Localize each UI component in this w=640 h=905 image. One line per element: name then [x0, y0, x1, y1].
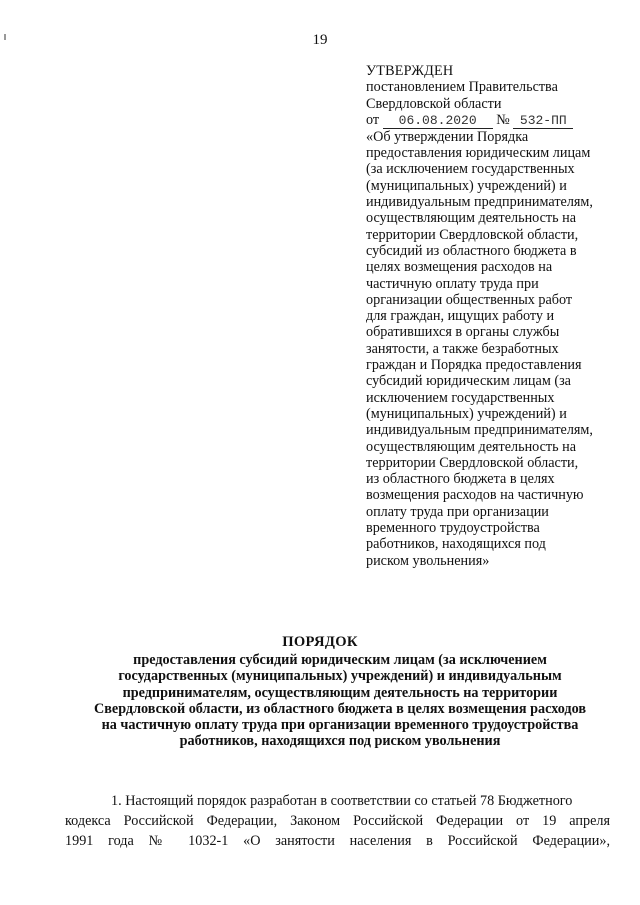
- from-label: от: [366, 111, 380, 128]
- resolution-title-line: (муниципальных) учреждений) и: [366, 405, 567, 422]
- resolution-title-line: граждан и Порядка предоставления: [366, 357, 582, 374]
- order-subtitle-line: Свердловской области, из областного бюджета в целях возмещения расходов: [93, 700, 587, 717]
- resolution-title-line: территории Свердловской области,: [366, 226, 579, 243]
- resolution-title-line: временного трудоустройства: [366, 520, 540, 537]
- paragraph-1: [65, 791, 610, 851]
- order-subtitle: [60, 652, 620, 750]
- resolution-title-line: субсидий юридическим лицам (за: [366, 373, 571, 390]
- approval-issuer-line-1: постановлением Правительства: [366, 79, 558, 96]
- resolution-title-line: индивидуальным предпринимателям,: [366, 422, 593, 439]
- resolution-title-line: занятости, а также безработных: [366, 340, 559, 357]
- resolution-title-line: возмещения расходов на частичную: [366, 487, 584, 504]
- resolution-title-line: оплату труда при организации: [366, 503, 549, 520]
- resolution-title-line: работников, находящихся под: [366, 536, 546, 553]
- order-subtitle-line: предоставления субсидий юридическим лицам (за исключением: [133, 652, 547, 668]
- order-subtitle-line: государственных (муниципальных) учреждений) и индивидуальным: [118, 668, 562, 685]
- resolution-date: 06.08.2020: [383, 114, 493, 129]
- resolution-title-line: «Об утверждении Порядка: [366, 128, 529, 145]
- resolution-title-line: (за исключением государственных: [366, 161, 575, 178]
- resolution-title-line: исключением государственных: [366, 389, 555, 406]
- order-subtitle-line: предпринимателям, осуществляющим деятельность на территории: [122, 684, 558, 701]
- resolution-title-line: из областного бюджета в целях: [366, 471, 555, 488]
- resolution-title-line: индивидуальным предпринимателям,: [366, 194, 593, 211]
- approval-heading: УТВЕРЖДЕН: [366, 63, 454, 79]
- resolution-number: 532-ПП: [513, 114, 573, 129]
- approval-date-number-line: [366, 112, 616, 129]
- paragraph-line: 1991 года № 1032-1 «О занятости населения в Российской Федерации»,: [65, 833, 610, 849]
- order-subtitle-line: работников, находящихся под риском увольнения: [179, 733, 501, 750]
- resolution-title-line: осуществляющим деятельность на: [366, 210, 577, 227]
- resolution-title-line: частичную оплату труда при: [366, 275, 539, 292]
- resolution-title-line: (муниципальных) учреждений) и: [366, 177, 567, 194]
- approval-block: [366, 63, 616, 569]
- order-title: ПОРЯДОК: [282, 634, 358, 650]
- resolution-title-line: обратившихся в органы службы: [366, 324, 560, 341]
- number-label: №: [496, 111, 510, 128]
- resolution-title-line: субсидий из областного бюджета в: [366, 242, 577, 259]
- resolution-title-line: для граждан, ищущих работу и: [366, 308, 555, 325]
- resolution-title-line: территории Свердловской области,: [366, 454, 579, 471]
- order-subtitle-line: на частичную оплату труда при организации временного трудоустройства: [101, 717, 579, 734]
- resolution-title-line: риском увольнения»: [366, 552, 490, 569]
- resolution-title-line: целях возмещения расходов на: [366, 259, 553, 276]
- resolution-title: [366, 129, 616, 569]
- page-number: 19: [312, 32, 328, 48]
- paragraph-line: 1. Настоящий порядок разработан в соответствии со статьей 78 Бюджетного: [111, 793, 573, 809]
- resolution-title-line: осуществляющим деятельность на: [366, 438, 577, 455]
- paragraph-line: кодекса Российской Федерации, Законом Российской Федерации от 19 апреля: [65, 813, 610, 829]
- resolution-title-line: организации общественных работ: [366, 291, 573, 308]
- resolution-title-line: предоставления юридическим лицам: [366, 145, 591, 162]
- approval-issuer-line-2: Свердловской области: [366, 95, 502, 112]
